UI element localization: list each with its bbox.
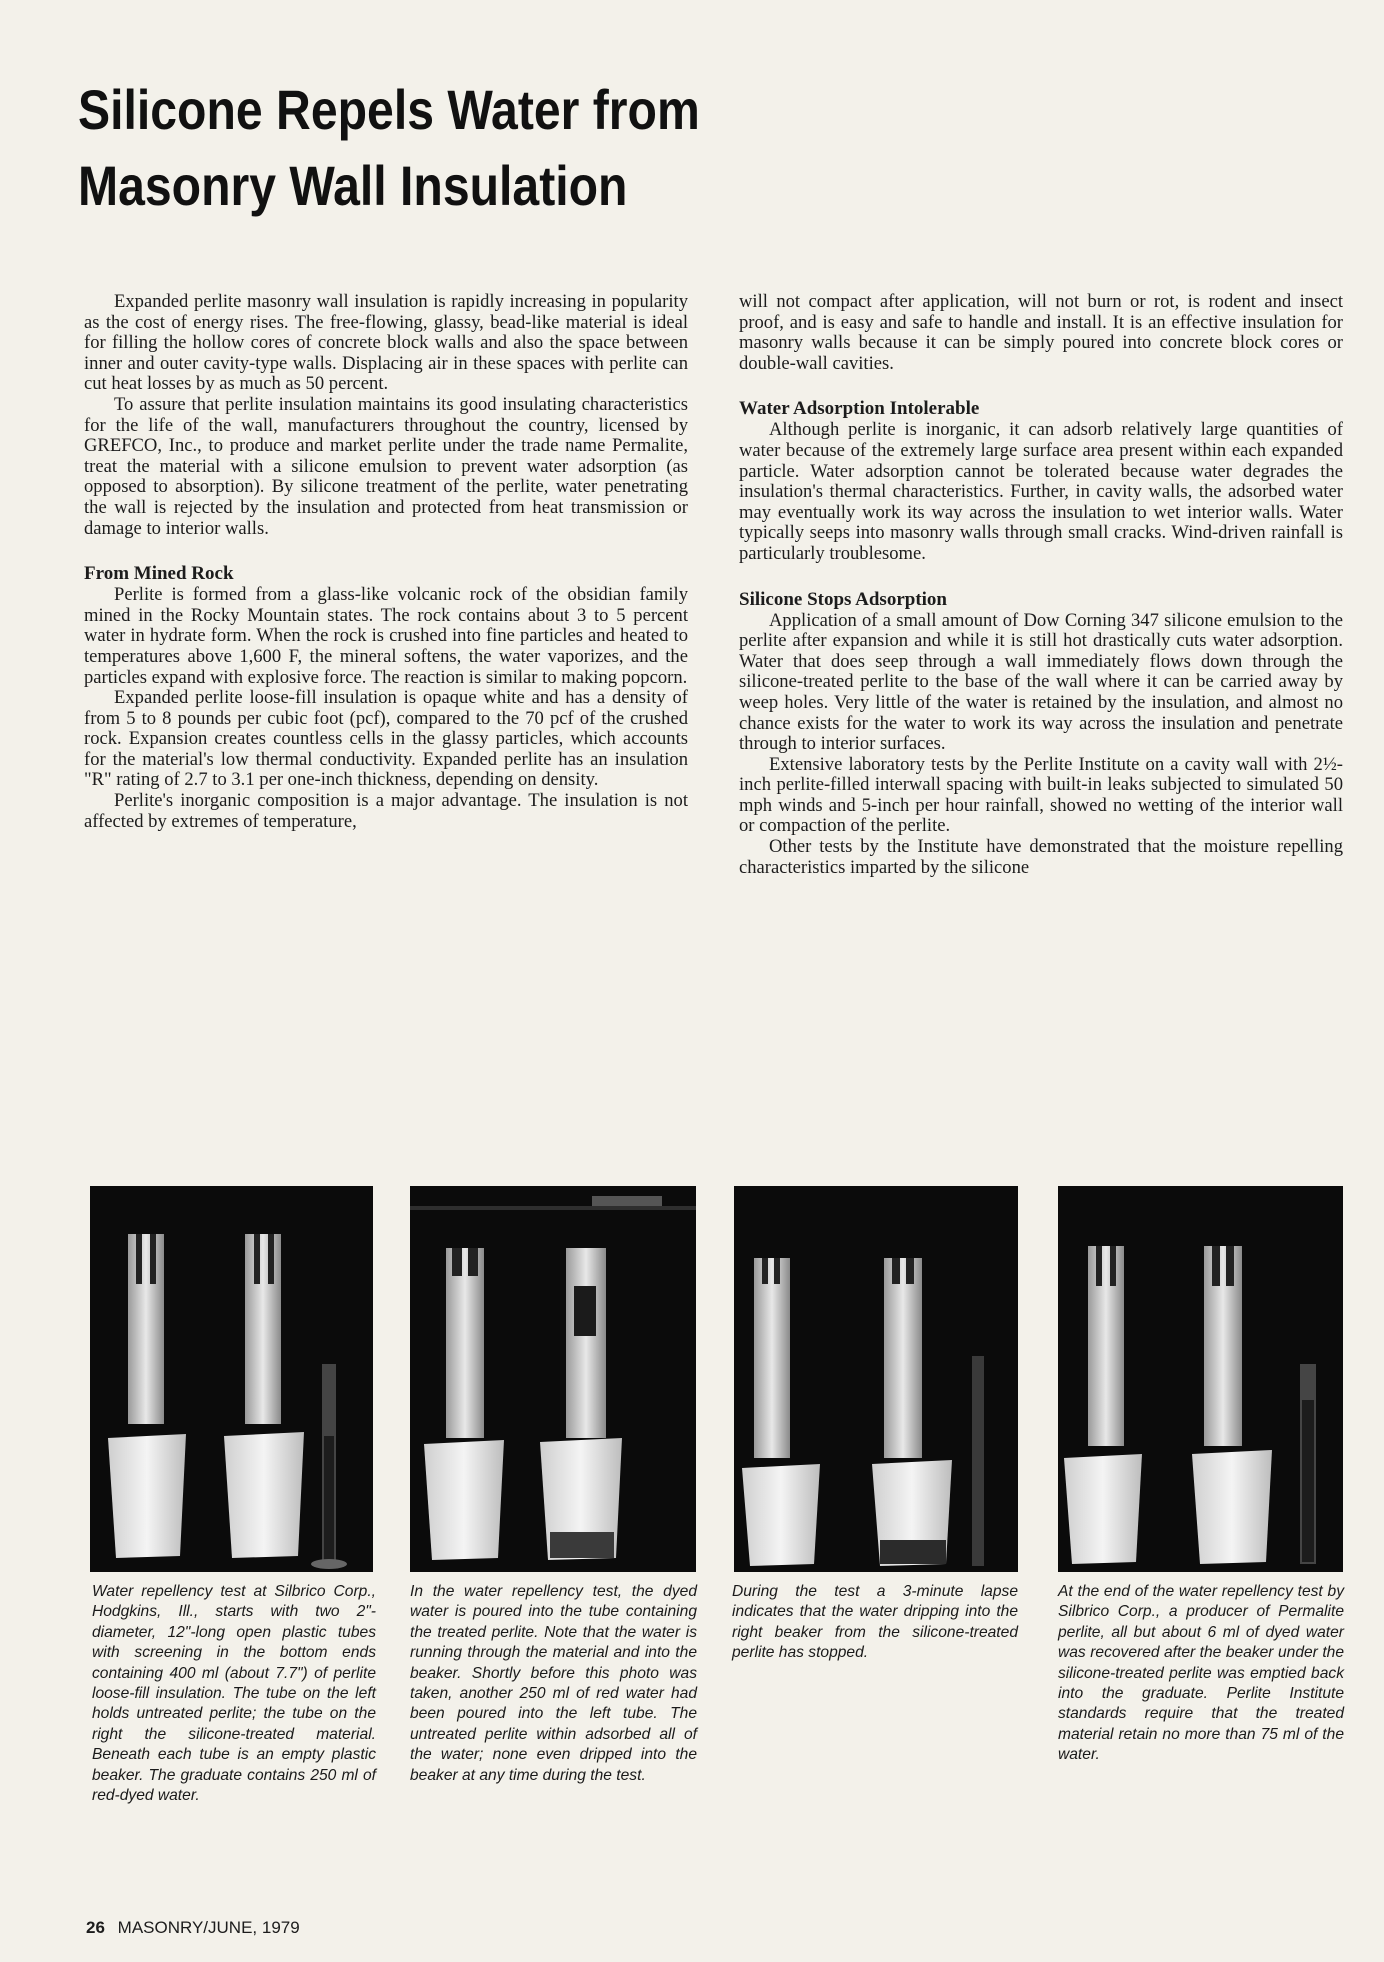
page-footer xyxy=(86,1918,300,1938)
photo-dripping-stopped xyxy=(734,1186,1018,1572)
publication-info: MASONRY/JUNE, 1979 xyxy=(117,1918,300,1937)
paragraph: Perlite is formed from a glass-like volcanic rock of the obsidian family mined in the Rocky Mountain states. The rock contains about 3 to 5 percent water in hydrate form. When the rock is crushed into fine particles and heated to temperatures above 1,600 F, the mineral softens, the water vaporizes, and the particles expand with explosive force. The reaction is similar to making popcorn. xyxy=(84,584,688,688)
paragraph: To assure that perlite insulation maintains its good insulating characteristics for the life of the wall, manufacturers throughout the country, licensed by GREFCO, Inc., to produce and market perlite under the trade name Permalite, treat the material with a silicone emulsion to prevent water adsorption (as opposed to absorption). By silicone treatment of the perlite, water penetrating the wall is rejected by the insulation and protected from heat transmission or damage to interior walls. xyxy=(84,393,688,539)
paragraph: Expanded perlite masonry wall insulation is rapidly increasing in popularity as the cost of energy rises. The free-flowing, glassy, bead-like material is ideal for filling the hollow cores of concrete block walls and also the space between inner and outer cavity-type walls. Displacing air in these spaces with perlite can cut heat losses by as much as 50 percent. xyxy=(84,291,688,395)
paragraph: Expanded perlite loose-fill insulation is opaque white and has a density of from 5 to 8 pounds per cubic foot (pcf), compared to the 70 pcf of the crushed rock. Expansion creates countless cells in the glassy particles, which accounts for the material's low thermal conductivity. Expanded perlite has an insulation "R" rating of 2.7 to 3.1 per one-inch thickness, depending on density. xyxy=(84,687,688,791)
section-heading: Water Adsorption Intolerable xyxy=(739,398,980,420)
caption-4: At the end of the water repellency test by Silbrico Corp., a producer of Permalite perlite, all but about 6 ml of dyed water was recovered after the beaker under the silicone-treated perlite was emptied back into the graduate. Perlite Institute standards require that the treated material retain no more than 75 ml of the water. xyxy=(1058,1583,1344,1764)
caption-3: During the test a 3-minute lapse indicates that the water dripping into the right beaker from the silicone-treated perlite has stopped. xyxy=(732,1583,1018,1662)
photo-water-poured xyxy=(410,1186,696,1572)
section-heading: From Mined Rock xyxy=(84,563,234,585)
photo-water-recovered xyxy=(1058,1186,1343,1572)
caption-2: In the water repellency test, the dyed water is poured into the tube containing the treated perlite. Note that the water is running through the material and into the beaker. Shortly before this photo was taken, another 250 ml of red water had been poured into the left tube. The untreated perlite within adsorbed all of the water; none even dripped into the beaker at any time during the test. xyxy=(410,1583,697,1784)
paragraph: Other tests by the Institute have demonstrated that the moisture repelling characteristics imparted by the silicone xyxy=(739,836,1343,878)
caption-1: Water repellency test at Silbrico Corp., Hodgkins, Ill., starts with two 2"-diameter, 12"-long open plastic tubes with screening in the bottom ends containing 400 ml (about 7.7") of perlite loose-fill insulation. The tube on the left holds untreated perlite; the tube on the right the silicone-treated material. Beneath each tube is an empty plastic beaker. The graduate contains 250 ml of red-dyed water. xyxy=(92,1583,376,1805)
paragraph: Although perlite is inorganic, it can adsorb relatively large quantities of water because of the extremely large surface area present within each expanded particle. Water adsorption cannot be tolerated because water degrades the insulation's thermal characteristics. Further, in cavity walls, the adsorbed water may eventually work its way across the insulation to wet interior walls. Water typically seeps into masonry walls through small cracks. Wind-driven rainfall is particularly troublesome. xyxy=(739,419,1343,564)
left-column xyxy=(84,292,688,832)
section-heading: Silicone Stops Adsorption xyxy=(739,588,947,610)
photo-test-setup xyxy=(90,1186,373,1572)
paragraph: will not compact after application, will not burn or rot, is rodent and insect proof, and is easy and safe to handle and install. It is an effective insulation for masonry walls because it can be simply poured into concrete block cores or double-wall cavities. xyxy=(739,291,1343,374)
page-number: 26 xyxy=(86,1918,105,1937)
paragraph: Application of a small amount of Dow Corning 347 silicone emulsion to the perlite after expansion and while it is still hot drastically cuts water adsorption. Water that does seep through a wall immediately flows down through the silicone-treated perlite to the base of the wall where it can be carried away by weep holes. Very little of the water is retained by the insulation, and almost no chance exists for the water to work its way across the insulation and penetrate through to interior surfaces. xyxy=(739,609,1343,755)
title-line-2: Masonry Wall Insulation xyxy=(78,154,628,217)
title-line-1: Silicone Repels Water from xyxy=(78,78,700,141)
paragraph: Perlite's inorganic composition is a major advantage. The insulation is not affected by extremes of temperature, xyxy=(84,790,688,832)
article-title xyxy=(78,72,1024,224)
paragraph: Extensive laboratory tests by the Perlite Institute on a cavity wall with 2½-inch perlite-filled interwall spacing with built-in leaks subjected to simulated 50 mph winds and 5-inch per hour rainfall, showed no wetting of the interior wall or compaction of the perlite. xyxy=(739,753,1343,837)
right-column xyxy=(739,292,1343,878)
